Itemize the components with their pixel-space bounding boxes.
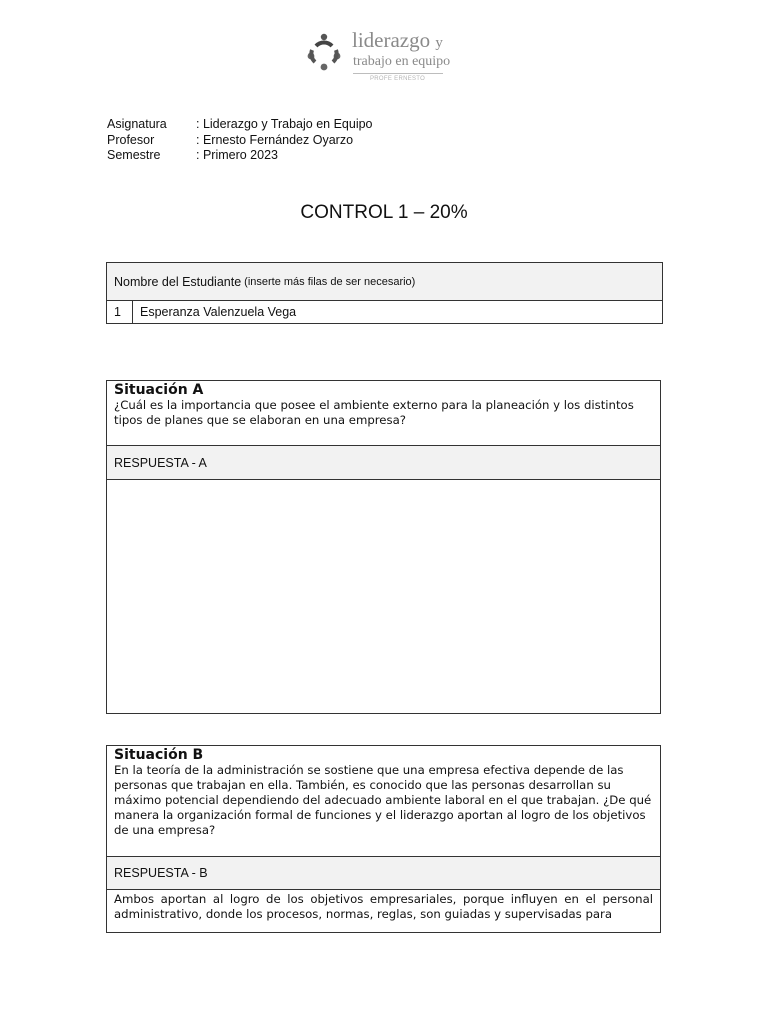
info-value: : Ernesto Fernández Oyarzo — [196, 132, 354, 147]
info-row-professor — [107, 133, 373, 149]
situation-a-question: ¿Cuál es la importancia que posee el ambiente externo para la planeación y los distintos tipos de planes que se elaboran en una empresa? — [114, 398, 634, 427]
info-value: : Liderazgo y Trabajo en Equipo — [196, 117, 373, 131]
situation-a-title: Situación A — [114, 382, 204, 398]
logo-divider — [353, 73, 443, 74]
info-label: Semestre — [107, 148, 161, 162]
situation-b-title: Situación B — [114, 747, 204, 763]
response-a-label: RESPUESTA - A — [107, 445, 660, 480]
info-label: Asignatura — [107, 117, 167, 131]
student-name[interactable]: Esperanza Valenzuela Vega — [140, 305, 297, 319]
response-b-label: RESPUESTA - B — [107, 856, 660, 890]
response-b-area[interactable]: Ambos aportan al logro de los objetivos empresariales, porque influyen en el personal administrativo, donde los procesos, normas, reglas, son guiadas y supervisadas para — [114, 892, 653, 921]
logo-tagline: PROFE ERNESTO — [370, 76, 426, 82]
table-row[interactable] — [107, 301, 662, 323]
info-row-subject — [107, 117, 373, 133]
info-value: : Primero 2023 — [196, 148, 278, 162]
info-label: Profesor — [107, 132, 155, 147]
logo-subtitle: trabajo en equipo — [353, 54, 451, 69]
student-number: 1 — [107, 301, 133, 323]
student-table — [106, 262, 663, 324]
situation-b-question: En la teoría de la administración se sostiene que una empresa efectiva depende de las personas que trabajan en ella. También, es conocido que las personas desarrollan su máximo potencial dependiendo del adecuado ambiente laboral en el que trabajan. ¿De qué manera la organización formal de funciones y el liderazgo aportan al logro de los objetivos de una empresa? — [114, 763, 652, 837]
student-header-label: Nombre del Estudiante — [114, 274, 242, 289]
logo — [304, 28, 454, 90]
response-a-area[interactable] — [107, 480, 660, 482]
team-logo-icon — [304, 32, 344, 72]
logo-text: liderazgo y — [352, 28, 443, 52]
situation-a-box — [106, 380, 661, 714]
student-header-note: (inserte más filas de ser necesario) — [244, 275, 416, 288]
situation-b-question-block — [107, 746, 660, 856]
situation-a-question-block — [107, 381, 660, 445]
info-row-semester — [107, 148, 373, 164]
page-title: CONTROL 1 – 20% — [300, 202, 468, 223]
student-table-header — [107, 263, 662, 301]
situation-b-box — [106, 745, 661, 933]
course-info — [107, 117, 373, 164]
